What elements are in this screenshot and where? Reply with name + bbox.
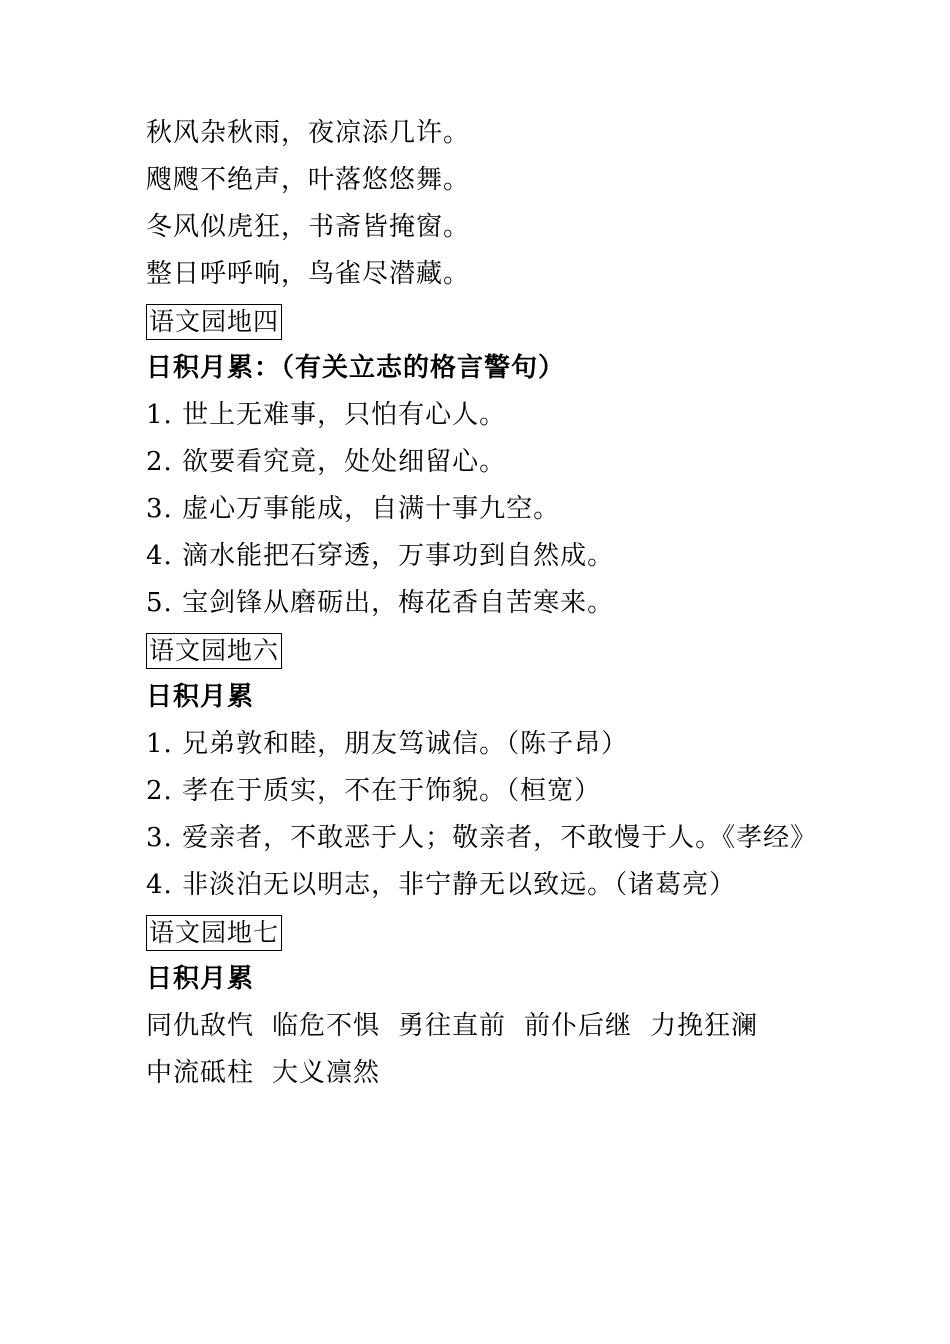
list-item: 3. 爱亲者，不敢恶于人；敬亲者，不敢慢于人。《孝经》 <box>146 823 818 853</box>
idiom-list <box>146 1003 806 1097</box>
idiom: 同仇敌忾 <box>146 1011 255 1041</box>
idiom: 勇往直前 <box>398 1011 507 1041</box>
section-heading: 日积月累：（有关立志的格言警句） <box>146 353 566 383</box>
idiom: 前仆后继 <box>524 1011 633 1041</box>
idiom: 临危不惧 <box>272 1011 381 1041</box>
document-page <box>146 110 826 1097</box>
section-title: 语文园地六 <box>146 633 282 669</box>
list-item: 4. 非淡泊无以明志，非宁静无以致远。（诸葛亮） <box>146 870 737 900</box>
poem <box>146 110 826 298</box>
poem-line: 冬风似虎狂，书斋皆掩窗。 <box>146 212 471 242</box>
idiom: 中流砥柱 <box>146 1058 255 1088</box>
poem-line: 秋风杂秋雨，夜凉添几许。 <box>146 118 471 148</box>
section-6 <box>146 627 826 909</box>
section-4 <box>146 298 826 627</box>
idiom: 大义凛然 <box>272 1058 381 1088</box>
list-item: 2. 欲要看究竟，处处细留心。 <box>146 447 507 477</box>
poem-line: 整日呼呼响，鸟雀尽潜藏。 <box>146 259 471 289</box>
section-heading: 日积月累 <box>146 682 255 712</box>
list-item: 2. 孝在于质实，不在于饰貌。（桓宽） <box>146 776 602 806</box>
list-item: 1. 世上无难事，只怕有心人。 <box>146 400 507 430</box>
poem-line: 飕飕不绝声，叶落悠悠舞。 <box>146 165 471 195</box>
list-item: 5. 宝剑锋从磨砺出，梅花香自苦寒来。 <box>146 588 615 618</box>
idiom: 力挽狂澜 <box>650 1011 759 1041</box>
list-item: 1. 兄弟敦和睦，朋友笃诚信。（陈子昂） <box>146 729 629 759</box>
list-item: 3. 虚心万事能成，自满十事九空。 <box>146 494 561 524</box>
section-title: 语文园地四 <box>146 304 282 340</box>
section-heading: 日积月累 <box>146 964 255 994</box>
list-item: 4. 滴水能把石穿透，万事功到自然成。 <box>146 541 615 571</box>
section-title: 语文园地七 <box>146 915 282 951</box>
section-7 <box>146 909 826 1097</box>
